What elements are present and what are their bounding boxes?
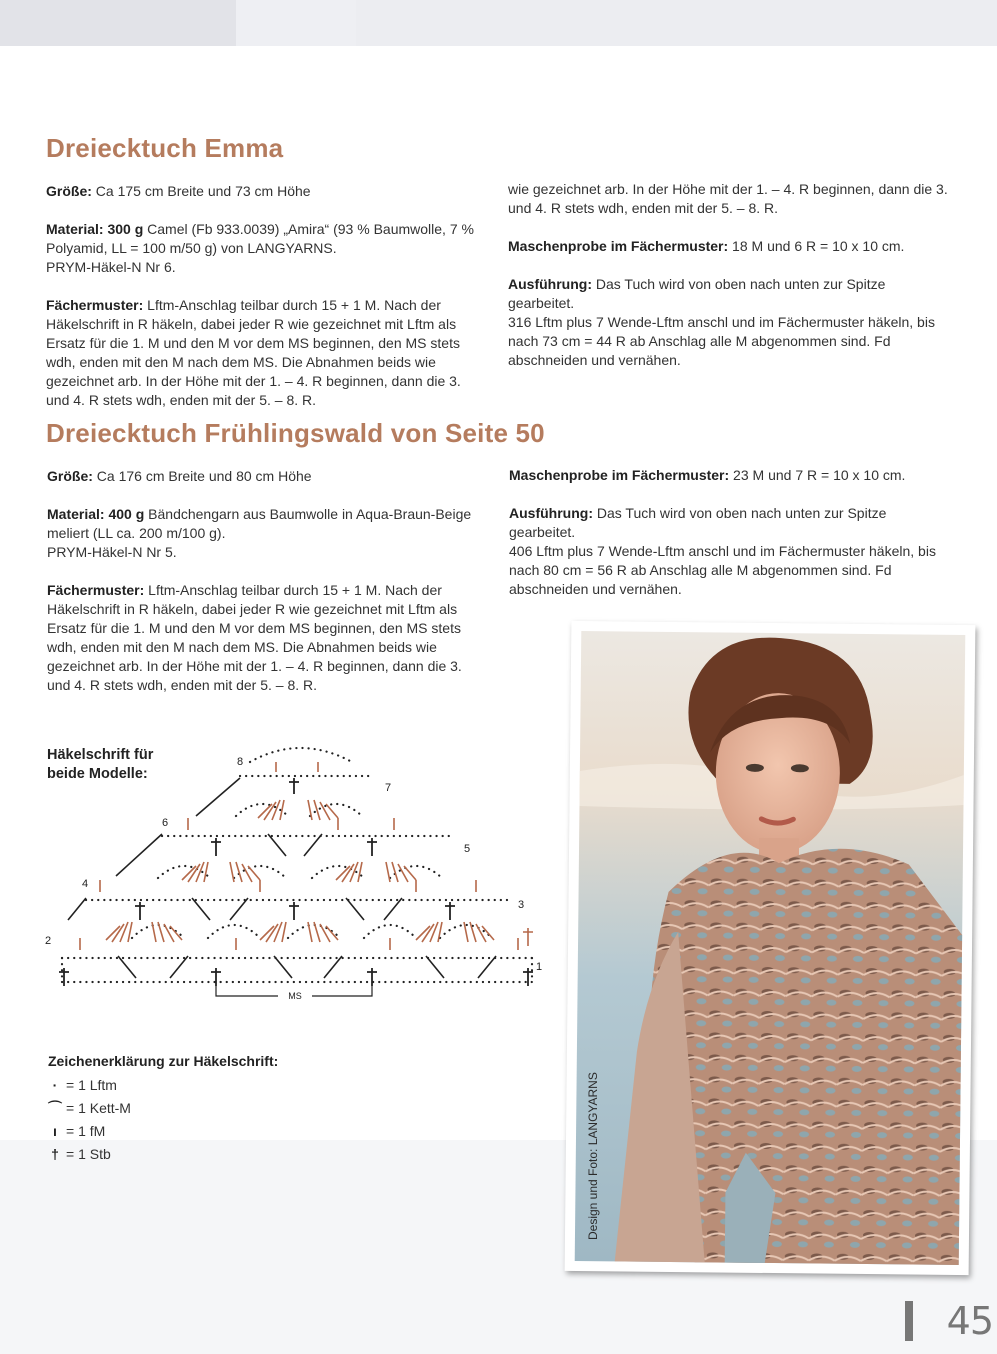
section1-pattern: Fächermuster: Lftm-Anschlag teilbar durch 15 + 1 M. Nach der Häkelschrift in R häkeln, dabei jeder R wie gezeichnet mit Lftm als Ersatz für die 1. M und den M vor dem MS beginnen, den MS stets wdh, enden mit den M nach dem MS. Die Abnahmen beids wie gezeichnet arb. In der Höhe mit der 1. – 4. R beginnen, dann die 3. und 4. R stets wdh, enden mit der 5. – 8. R.: [46, 297, 461, 408]
single-crochets: [80, 762, 518, 950]
section1-size: Größe: Ca 175 cm Breite und 73 cm Höhe: [46, 183, 311, 199]
section1-left-column: [46, 182, 486, 408]
chart-legend: [48, 1050, 278, 1166]
row-label-4: 4: [82, 878, 89, 890]
row4-fan: [230, 862, 260, 882]
section2-instructions: Ausführung: Das Tuch wird von oben nach unten zur Spitze gearbeitet. 406 Lftm plus 7 Wende-Lftm anschl und im Fächermuster häkeln, bis nach 80 cm = 56 R ab Anschlag alle M abgenommen sind. Fd abschneiden und vernähen.: [509, 505, 936, 597]
row2-fan: [260, 922, 286, 942]
single-crochet-icon: ı: [53, 1123, 57, 1139]
double-crochet-icon: †: [51, 1146, 59, 1162]
section1-material: Material: 300 g Camel (Fb 933.0039) „Amira“ (93 % Baumwolle, 7 % Polyamid, LL = 100 m/50 g) von LANGYARNS. PRYM-Häkel-N Nr 6.: [46, 221, 474, 275]
row1-diagonals: [118, 956, 496, 978]
legend-title: Zeichenerklärung zur Häkelschrift:: [48, 1053, 279, 1069]
page-number-bar: [905, 1301, 913, 1341]
legend-item-double: † = 1 Stb: [48, 1143, 278, 1166]
chart-title: Häkelschrift für beide Modelle:: [47, 747, 154, 782]
row-label-1: 1: [536, 961, 543, 973]
row2-arches: [132, 925, 492, 938]
section2-size: Größe: Ca 176 cm Breite und 80 cm Höhe: [47, 468, 312, 484]
row2-fan: [464, 922, 494, 942]
row-label-5: 5: [464, 843, 471, 855]
row4-fan: [386, 862, 416, 882]
slip-stitch-icon: ⌒: [48, 1100, 62, 1116]
section1-gauge: Maschenprobe im Fächermuster: 18 M und 6 R = 10 x 10 cm.: [508, 238, 905, 254]
top-band-block: [0, 0, 236, 46]
section1-pattern-continued: wie gezeichnet arb. In der Höhe mit der 1. – 4. R beginnen, dann die 3. und 4. R stets wdh, enden mit der 5. – 8. R.: [508, 181, 948, 216]
section2-material: Material: 400 g Bändchengarn aus Baumwolle in Aqua-Braun-Beige meliert (LL ca. 200 m/100 g). PRYM-Häkel-N Nr 5.: [47, 506, 472, 560]
legend-item-slip: ⌒ = 1 Kett-M: [48, 1097, 278, 1120]
model-photo: [575, 631, 966, 1265]
row2-fan: [416, 922, 442, 942]
section2-gauge: Maschenprobe im Fächermuster: 23 M und 7 R = 10 x 10 cm.: [509, 467, 906, 483]
photo-credit: Design und Foto: LANGYARNS: [586, 1072, 600, 1240]
legend-item-chain: · = 1 Lftm: [48, 1074, 278, 1097]
row-label-3: 3: [518, 899, 525, 911]
row5-diagonals: [116, 834, 322, 876]
legend-item-single: ı = 1 fM: [48, 1120, 278, 1143]
row-label-7: 7: [385, 782, 392, 794]
row3-diagonals: [68, 898, 402, 920]
row5-doubles: [211, 838, 377, 856]
row2-fan: [106, 922, 132, 942]
row3-accent-double: [523, 928, 533, 946]
section1-right-column: [508, 180, 948, 370]
row4-fan: [336, 862, 362, 882]
top-color-band: [0, 0, 997, 46]
section2-title: Dreiecktuch Frühlingswald von Seite 50: [46, 418, 545, 448]
section1-title: Dreiecktuch Emma: [46, 133, 284, 163]
row4-fan: [182, 862, 208, 882]
row6-fan: [308, 800, 338, 820]
row2-fan: [152, 922, 182, 942]
row-label-8: 8: [237, 756, 244, 768]
top-band-block: [236, 0, 356, 46]
row6-arches: [236, 804, 362, 816]
chain-stitch-icon: ·: [52, 1077, 58, 1093]
row2-fan: [308, 922, 338, 942]
section2-right-column: [509, 466, 954, 599]
photo-frame: [565, 621, 976, 1275]
row-label-2: 2: [45, 935, 52, 947]
row1-edges: [62, 958, 532, 982]
row7-double: [289, 778, 299, 794]
section1-instructions: Ausführung: Das Tuch wird von oben nach unten zur Spitze gearbeitet. 316 Lftm plus 7 Wende-Lftm anschl und im Fächermuster häkeln, bis nach 73 cm = 44 R ab Anschlag alle M abgenommen sind. Fd abschneiden und vernähen.: [508, 276, 935, 368]
row7-diagonal: [196, 778, 240, 816]
row8-arch: [250, 748, 352, 762]
section2-pattern: Fächermuster: Lftm-Anschlag teilbar durch 15 + 1 M. Nach der Häkelschrift in R häkeln, dabei jeder R wie gezeichnet mit Lftm als Ersatz für die 1. M und den M vor dem MS beginnen, den MS stets wdh, enden mit den M nach dem MS. Die Abnahmen beids wie gezeichnet arb. In der Höhe mit der 1. – 4. R beginnen, dann die 3. und 4. R stets wdh, enden mit der 5. – 8. R.: [47, 582, 462, 693]
row3-doubles: [135, 902, 455, 920]
repeat-label: MS: [288, 991, 302, 1001]
crochet-chart: [40, 742, 560, 1012]
section2-left-column: [47, 467, 487, 695]
page-number: [905, 1301, 997, 1341]
row-label-6: 6: [162, 817, 169, 829]
page-number-text: 45: [946, 1299, 993, 1343]
